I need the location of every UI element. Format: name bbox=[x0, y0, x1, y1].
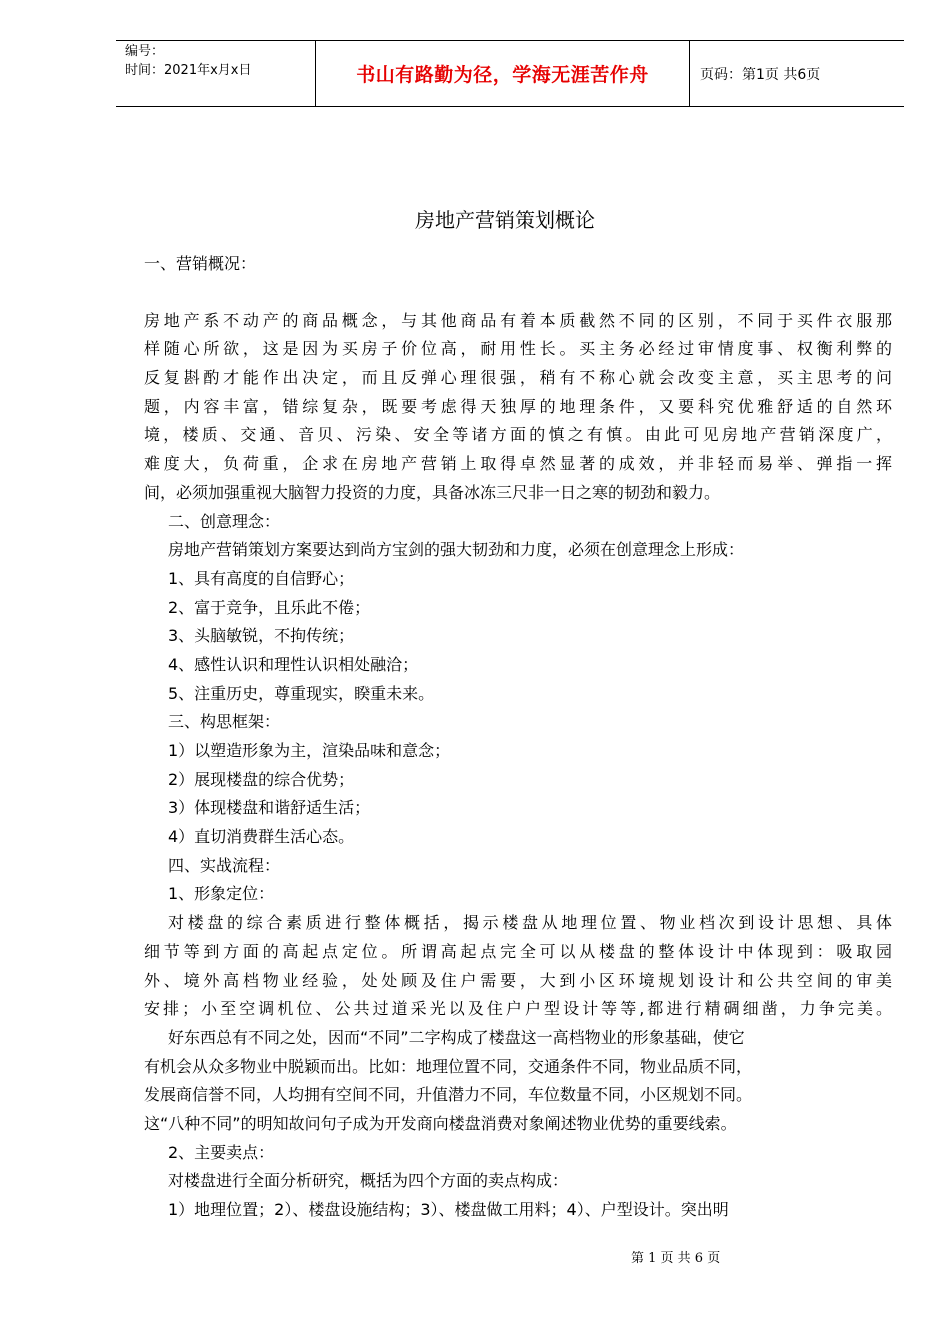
paragraph-line: 外、境外高档物业经验，处处顾及住户需要，大到小区环境规划设计和公共空间的审美 bbox=[144, 970, 892, 990]
motto: 书山有路勤为径，学海无涯苦作舟 bbox=[356, 64, 649, 86]
document-body bbox=[144, 250, 892, 1225]
list-item: 4）直切消费群生活心态。 bbox=[168, 827, 355, 847]
paragraph-line: 间，必须加强重视大脑智力投资的力度，具备冰冻三尺非一日之寒的韧劲和毅力。 bbox=[144, 482, 721, 502]
section-heading: 三、构思框架： bbox=[168, 712, 281, 732]
paragraph-line: 这“八种不同”的明知故问句子成为开发商向楼盘消费对象阐述物业优势的重要线索。 bbox=[144, 1113, 737, 1133]
section-heading: 二、创意理念： bbox=[168, 511, 281, 531]
list-item: 2、富于竞争，且乐此不倦； bbox=[168, 597, 371, 617]
blank-line bbox=[144, 279, 892, 307]
document-title: 房地产营销策划概论 bbox=[415, 208, 595, 232]
paragraph-line: 发展商信誉不同，人均拥有空间不同，升值潜力不同，车位数量不同，小区规划不同。 bbox=[144, 1085, 753, 1105]
header-motto-cell bbox=[315, 41, 690, 106]
header-meta bbox=[116, 41, 315, 106]
page-footer: 第 1 页 共 6 页 bbox=[631, 1251, 721, 1266]
page-info: 页码：第1页 共6页 bbox=[700, 66, 821, 83]
header-page-info bbox=[690, 41, 904, 106]
paragraph-line: 对楼盘的综合素质进行整体概括，揭示楼盘从地理位置、物业档次到设计思想、具体 bbox=[168, 913, 892, 933]
paragraph-line: 好东西总有不同之处，因而“不同”二字构成了楼盘这一高档物业的形象基础，使它 bbox=[168, 1027, 745, 1047]
paragraph-line: 细节等到方面的高起点定位。所谓高起点完全可以从楼盘的整体设计中体现到：吸取园 bbox=[144, 941, 892, 961]
paragraph-line: 题，内容丰富，错综复杂，既要考虑得天独厚的地理条件，又要科究优雅舒适的自然环 bbox=[144, 396, 892, 416]
list-item: 1）以塑造形象为主，渲染品味和意念； bbox=[168, 741, 451, 760]
paragraph-line: 反复斟酌才能作出决定，而且反弹心理很强，稍有不称心就会改变主意，买主思考的问 bbox=[144, 368, 892, 388]
section-heading: 一、营销概况： bbox=[144, 254, 257, 273]
time-label: 时间：2021年x月x日 bbox=[125, 63, 252, 78]
list-item: 1、具有高度的自信野心； bbox=[168, 568, 355, 588]
list-item: 2）展现楼盘的综合优势； bbox=[168, 769, 355, 789]
list-item: 4、感性认识和理性认识相处融洽； bbox=[168, 654, 419, 674]
paragraph-line: 境，楼质、交通、音贝、污染、安全等诸方面的慎之有慎。由此可见房地产营销深度广， bbox=[144, 425, 892, 445]
subsection-heading: 2、主要卖点： bbox=[168, 1142, 275, 1162]
number-label: 编号： bbox=[125, 44, 165, 59]
list-item: 3、头脑敏锐，不拘传统； bbox=[168, 626, 355, 646]
page-header bbox=[116, 40, 904, 107]
list-item: 5、注重历史，尊重现实，睽重未来。 bbox=[168, 683, 435, 703]
subsection-heading: 1、形象定位： bbox=[168, 884, 275, 904]
paragraph-line: 难度大，负荷重，企求在房地产营销上取得卓然显著的成效，并非轻而易举、弹指一挥 bbox=[144, 454, 892, 474]
paragraph-line: 样随心所欲，这是因为买房子价位高，耐用性长。买主务必经过审情度事、权衡利弊的 bbox=[144, 339, 892, 359]
section-intro: 对楼盘进行全面分析研究，概括为四个方面的卖点构成： bbox=[168, 1171, 569, 1191]
section-heading: 四、实战流程： bbox=[168, 855, 281, 875]
paragraph-line: 1）地理位置；2）、楼盘设施结构；3）、楼盘做工用料；4）、户型设计。突出明 bbox=[168, 1200, 729, 1219]
paragraph-line: 有机会从众多物业中脱颖而出。比如：地理位置不同，交通条件不同，物业品质不同， bbox=[144, 1056, 753, 1076]
section-intro: 房地产营销策划方案要达到尚方宝剑的强大韧劲和力度，必须在创意理念上形成： bbox=[168, 540, 745, 560]
paragraph-line: 房地产系不动产的商品概念，与其他商品有着本质截然不同的区别，不同于买件衣服那 bbox=[144, 310, 892, 330]
paragraph-line: 安排；小至空调机位、公共过道采光以及住户户型设计等等,都进行精碉细凿，力争完美。 bbox=[144, 999, 892, 1019]
list-item: 3）体现楼盘和谐舒适生活； bbox=[168, 798, 371, 818]
